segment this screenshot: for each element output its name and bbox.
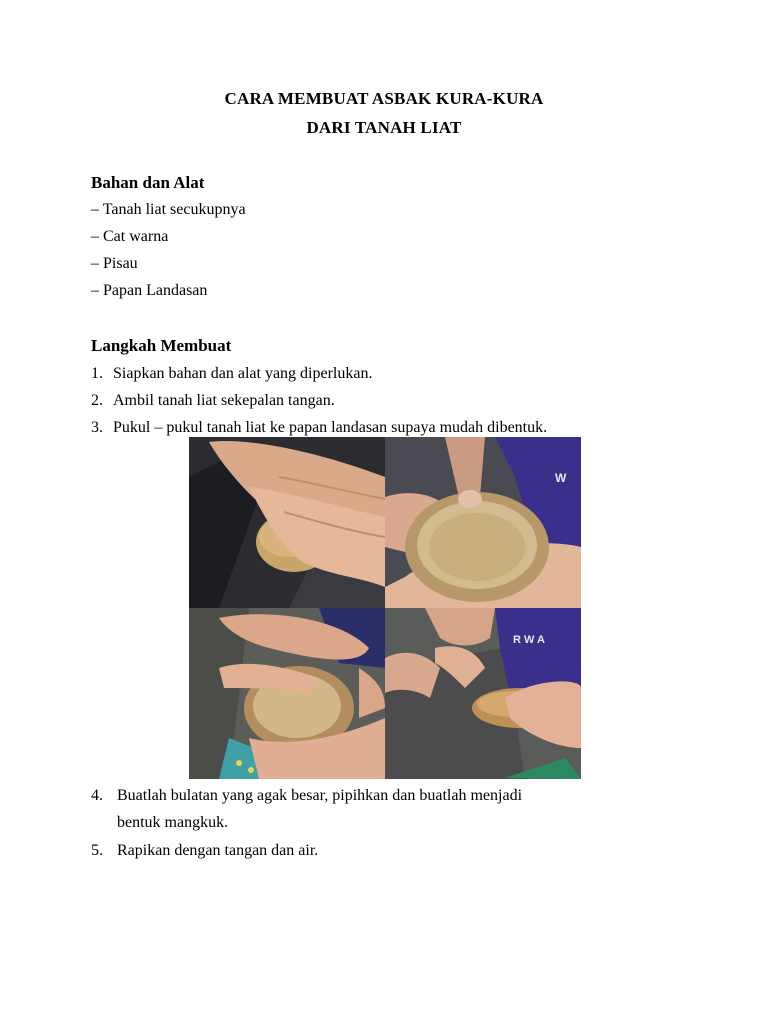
material-item: – Cat warna [91,228,169,245]
step-number: 3. [91,419,103,436]
step-item [91,392,335,410]
document-title-line2: DARI TANAH LIAT [306,118,462,137]
material-item: – Papan Landasan [91,282,208,299]
step-number: 4. [91,787,103,804]
shirt-lettering: W [555,471,567,485]
shirt-lettering: R W A [513,634,545,646]
step-number: 1. [91,365,103,382]
step-item [91,787,522,805]
step-text: Rapikan dengan tangan dan air. [117,842,319,859]
step-text: Buatlah bulatan yang agak besar, pipihkan dan buatlah menjadi [117,787,523,804]
photo-holding-clay [385,608,581,779]
step-text: Pukul – pukul tanah liat ke papan landasan supaya mudah dibentuk. [113,419,548,436]
materials-heading: Bahan dan Alat [91,173,205,192]
steps-heading: Langkah Membuat [91,336,232,355]
material-item: – Pisau [91,255,138,272]
photo-clay-bowl-palm [385,437,581,608]
step-text-continuation: bentuk mangkuk. [117,814,229,831]
step-number: 2. [91,392,103,409]
step-item [91,842,318,860]
step-text: Siapkan bahan dan alat yang diperlukan. [113,365,373,382]
photo-pressing-clay [189,437,385,608]
step-text: Ambil tanah liat sekepalan tangan. [113,392,335,409]
material-item: – Tanah liat secukupnya [91,201,246,218]
process-photo-grid [189,437,581,779]
step-item [91,365,372,383]
photo-shaping-disc [189,608,385,779]
step-number: 5. [91,842,103,859]
step-item [91,419,547,437]
document-title-line1: CARA MEMBUAT ASBAK KURA-KURA [224,89,544,108]
